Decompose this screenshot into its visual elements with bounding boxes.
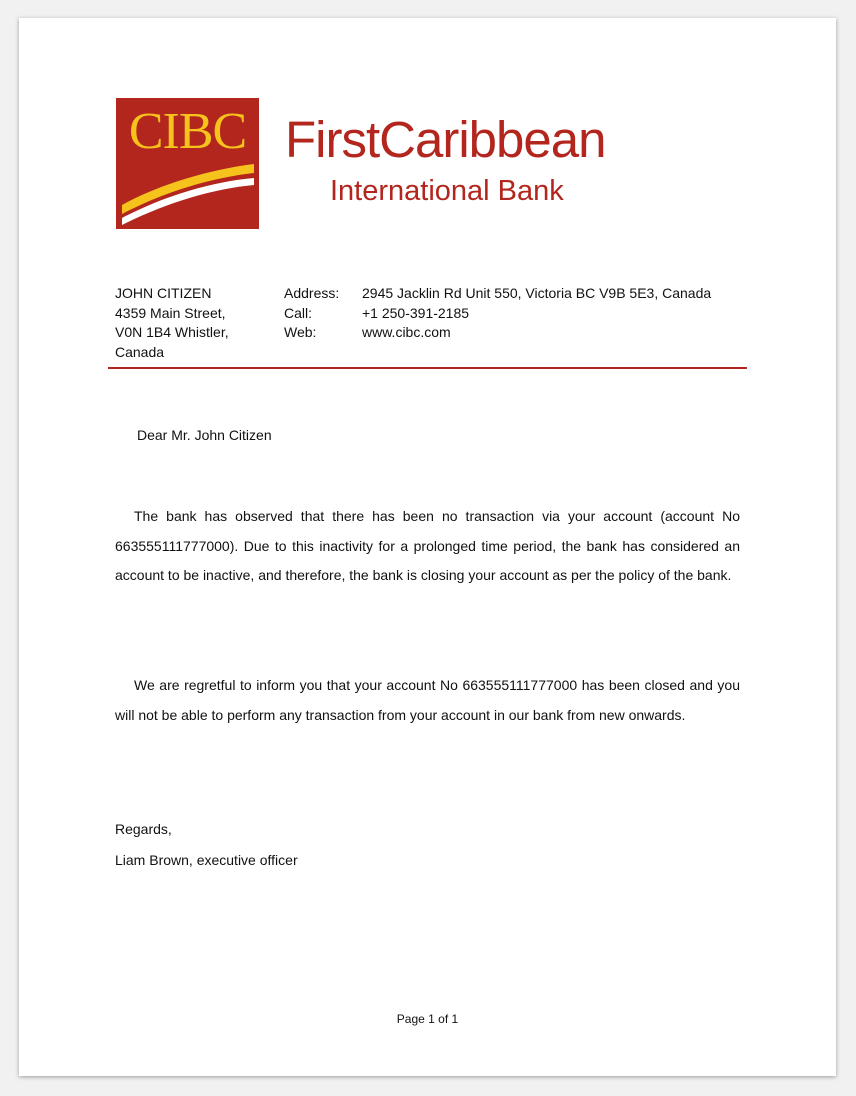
address-value: 2945 Jacklin Rd Unit 550, Victoria BC V9B 5E3, Canada xyxy=(362,285,712,301)
call-label: Call: xyxy=(284,304,313,321)
phone-value: +1 250-391-2185 xyxy=(362,304,470,321)
recipient-line: 4359 Main Street, xyxy=(115,304,226,321)
address-label: Address: xyxy=(284,285,340,301)
web-value: www.cibc.com xyxy=(362,324,451,340)
header-divider xyxy=(108,367,747,369)
recipient-line: JOHN CITIZEN xyxy=(115,285,212,301)
cibc-logo xyxy=(116,98,259,229)
web-label: Web: xyxy=(284,324,317,340)
contact-labels xyxy=(284,284,339,343)
signature: Liam Brown, executive officer xyxy=(115,852,298,868)
letter-paragraph: The bank has observed that there has been no transaction via your account (account No 663555111777000). Due to this inactivity for a prolonged time period, the bank has considered an account to be inactive, and therefore, the bank is closing your account as per the policy of the bank. xyxy=(115,508,740,583)
letter-paragraph: We are regretful to inform you that your account No 663555111777000 has been closed and you will not be able to perform any transaction from your account in our bank from new onwards. xyxy=(115,677,740,723)
document-page xyxy=(19,18,836,1076)
page-number: Page 1 of 1 xyxy=(396,1012,459,1026)
brand-name: FirstCaribbean xyxy=(285,111,606,168)
recipient-line: V0N 1B4 Whistler, xyxy=(115,324,229,340)
recipient-address xyxy=(115,284,229,362)
logo-swoosh-icon xyxy=(116,98,259,229)
contact-values xyxy=(362,284,711,343)
closing: Regards, xyxy=(115,821,172,837)
closing-block xyxy=(115,814,298,876)
recipient-line: Canada xyxy=(115,343,165,360)
brand-subtitle: International Bank xyxy=(330,175,564,207)
salutation: Dear Mr. John Citizen xyxy=(137,427,272,443)
logo-text: CIBC xyxy=(128,103,247,160)
